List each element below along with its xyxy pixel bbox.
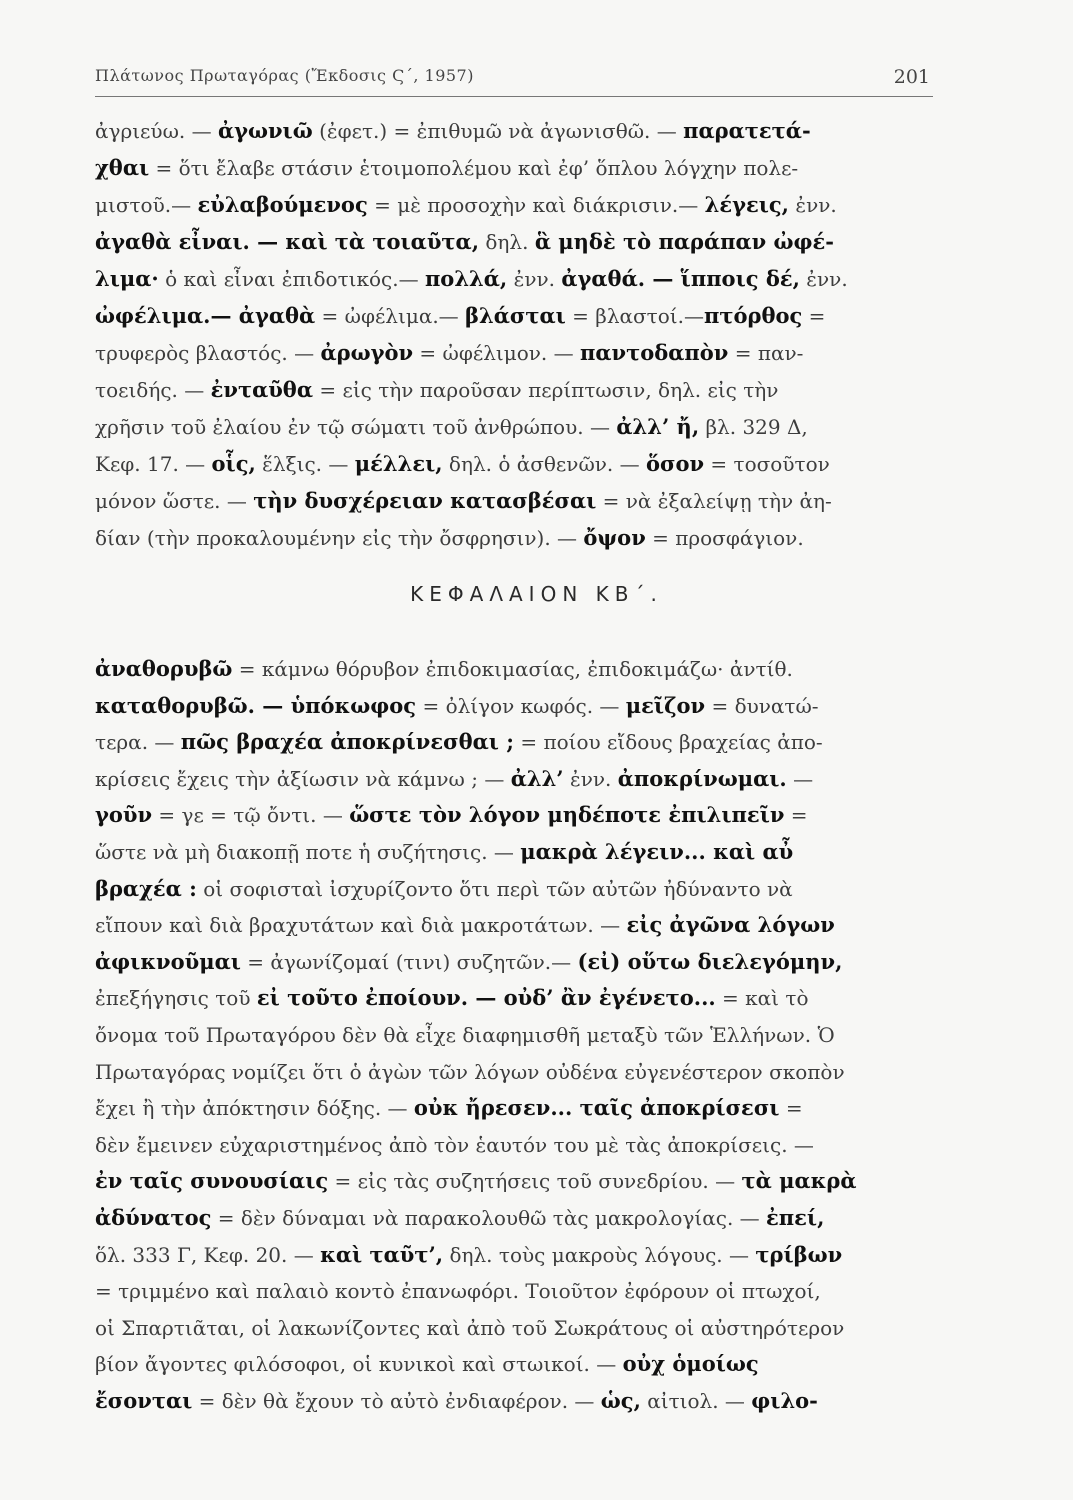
gloss-text: ὅλ. 333 Γ, Κεφ. 20. —: [95, 1242, 321, 1267]
text-line: [95, 371, 933, 408]
lemma-term: χθαι: [95, 155, 150, 180]
lemma-term: ἀρωγὸν: [320, 340, 414, 365]
gloss-text: = ὠφέλιμον. —: [413, 341, 580, 365]
lemma-term: ὡς,: [600, 1387, 641, 1413]
glossary-block-1: [95, 112, 933, 556]
lemma-term: καταθορυβῶ. — ὑπόκωφος: [95, 692, 417, 718]
text-line: [95, 797, 933, 834]
text-line: [95, 1346, 933, 1383]
text-line: [95, 297, 933, 334]
text-line: [95, 1310, 933, 1347]
text-line: [95, 149, 933, 186]
gloss-text: = κάμνω θόρυβον ἐπιδοκιμασίας, ἐπιδοκιμάζω· ἀντίθ.: [232, 657, 793, 681]
lemma-term: γοῦν: [95, 802, 153, 828]
text-line: [95, 1090, 933, 1127]
gloss-text: Πρωταγόρας νομίζει ὅτι ὁ ἀγὼν τῶν λόγων οὐδένα εὐγενέστερον σκοπὸν: [95, 1059, 845, 1084]
gloss-text: = προσφάγιον.: [645, 526, 804, 550]
lemma-term: ἀποκρίνωμαι.: [617, 765, 787, 791]
gloss-text: =: [779, 1096, 803, 1121]
gloss-text: = δυνατώ-: [705, 693, 819, 718]
gloss-text: = δὲν θὰ ἔχουν τὸ αὐτὸ ἐνδιαφέρον. —: [192, 1388, 601, 1413]
gloss-text: =: [784, 803, 808, 828]
lemma-term: ἀδύνατος: [95, 1204, 212, 1230]
text-line: [95, 724, 933, 761]
gloss-text: κρίσεις ἔχεις τὴν ἀξίωσιν νὰ κάμνω ; —: [95, 766, 511, 791]
gloss-text: = βλαστοί.—: [565, 304, 704, 328]
lemma-term: ἐν ταῖς συνουσίαις: [95, 1168, 329, 1194]
text-line: [95, 1127, 933, 1164]
gloss-text: τερα. —: [95, 730, 181, 755]
lemma-term: οὐκ ἤρεσεν... ταῖς ἀποκρίσεσι: [413, 1095, 780, 1121]
gloss-text: μιστοῦ.—: [95, 193, 198, 217]
gloss-text: = ἀγωνίζομαί (τινι) συζητῶν.—: [240, 949, 578, 974]
lemma-term: παρατετά-: [683, 118, 811, 143]
gloss-text: ὄνομα τοῦ Πρωταγόρου δὲν θὰ εἶχε διαφημισθῆ μεταξὺ τῶν Ἑλλήνων. Ὁ: [95, 1022, 835, 1047]
lemma-term: εἰ τοῦτο ἐποίουν. — οὐδ’ ἂν ἐγένετο...: [256, 985, 716, 1011]
lemma-term: καὶ ταῦτ’,: [320, 1241, 444, 1267]
gloss-text: = δὲν δύναμαι νὰ παρακολουθῶ τὰς μακρολογίας. —: [211, 1205, 767, 1230]
gloss-text: = τοσοῦτον: [704, 452, 830, 476]
lemma-term: ἀφικνοῦμαι: [95, 948, 241, 974]
gloss-text: δηλ.: [479, 230, 535, 254]
gloss-text: —: [786, 766, 814, 791]
gloss-text: ἐνν.: [799, 267, 848, 291]
lemma-term: ἀναθορυβῶ: [95, 656, 233, 681]
text-line: [95, 334, 933, 371]
gloss-text: τρυφερὸς βλαστός. —: [95, 341, 321, 365]
lemma-term: ἃ μηδὲ τὸ παράπαν ὠφέ-: [534, 229, 835, 254]
lemma-term: βλάσται: [465, 303, 566, 328]
text-line: [95, 112, 933, 149]
text-line: [95, 1273, 933, 1310]
gloss-text: βίον ἄγοντες φιλόσοφοι, οἱ κυνικοὶ καὶ στωικοί. —: [95, 1352, 623, 1377]
lemma-term: ἀλλ’ ἤ,: [616, 414, 700, 439]
lemma-term: ὄψον: [583, 525, 646, 550]
gloss-text: εἴπουν καὶ διὰ βραχυτάτων καὶ διὰ μακροτάτων. —: [95, 913, 627, 938]
lemma-term: εὐλαβούμενος: [197, 192, 368, 217]
gloss-text: = εἰς τὰς συζητήσεις τοῦ συνεδρίου. —: [328, 1169, 742, 1194]
lemma-term: λιμα·: [95, 266, 159, 291]
gloss-text: ἕλξις. —: [255, 452, 355, 476]
gloss-text: = καὶ τὸ: [715, 986, 809, 1011]
text-line: [95, 871, 933, 908]
chapter-heading: ΚΕΦΑΛΑΙΟΝ ΚΒ΄.: [410, 582, 663, 606]
lemma-term: τὴν δυσχέρειαν κατασβέσαι: [253, 488, 597, 513]
gloss-text: οἱ σοφισταὶ ἰσχυρίζοντο ὅτι περὶ τῶν αὐτῶν ἠδύναντο νὰ: [196, 876, 793, 901]
gloss-text: οἱ Σπαρτιᾶται, οἱ λακωνίζοντες καὶ ἀπὸ τοῦ Σωκράτους οἱ αὐστηρότερον: [95, 1315, 845, 1340]
gloss-text: δὲν ἔμεινεν εὐχαριστημένος ἀπὸ τὸν ἑαυτόν του μὲ τὰς ἀποκρίσεις. —: [95, 1132, 814, 1157]
text-line: [95, 688, 933, 725]
gloss-text: χρῆσιν τοῦ ἐλαίου ἐν τῷ σώματι τοῦ ἀνθρώπου. —: [95, 415, 617, 439]
gloss-text: μόνον ὥστε. —: [95, 489, 254, 513]
gloss-text: = τριμμένο καὶ παλαιὸ κοντὸ ἐπανωφόρι. Τοιοῦτον ἐφόρουν οἱ πτωχοί,: [95, 1279, 821, 1304]
gloss-text: (ἐφετ.) = ἐπιθυμῶ νὰ ἀγωνισθῶ. —: [312, 119, 684, 143]
text-line: [95, 186, 933, 223]
gloss-text: = παν-: [728, 341, 804, 365]
lemma-term: ἀγαθά. — ἵπποις δέ,: [561, 266, 800, 291]
lemma-term: οἷς,: [211, 451, 256, 476]
lemma-term: ὠφέλιμα.— ἀγαθὰ: [95, 303, 316, 328]
text-line: [95, 223, 933, 260]
lemma-term: μέλλει,: [354, 451, 443, 476]
lemma-term: λέγεις,: [704, 192, 789, 217]
gloss-text: ὥστε νὰ μὴ διακοπῇ ποτε ἡ συζήτησις. —: [95, 839, 521, 864]
gloss-text: δηλ. ὁ ἀσθενῶν. —: [442, 452, 646, 476]
lemma-term: ἐπεί,: [766, 1204, 825, 1230]
lemma-term: ἔσονται: [95, 1387, 193, 1413]
gloss-text: ἔχει ἢ τὴν ἀπόκτησιν δόξης. —: [95, 1096, 414, 1121]
lemma-term: παντοδαπὸν: [579, 340, 729, 365]
gloss-text: = νὰ ἐξαλείψῃ τὴν ἀη-: [596, 489, 832, 513]
gloss-text: =: [802, 304, 826, 328]
text-line: [95, 1383, 933, 1420]
lemma-term: πτόρθος: [704, 303, 803, 328]
lemma-term: τρίβων: [755, 1241, 843, 1267]
gloss-text: βλ. 329 Δ,: [699, 415, 808, 439]
lemma-term: ἀλλ’: [510, 765, 564, 791]
text-line: [95, 445, 933, 482]
text-line: [95, 1054, 933, 1091]
text-line: [95, 907, 933, 944]
gloss-text: δηλ. τοὺς μακροὺς λόγους. —: [443, 1242, 756, 1267]
gloss-text: δίαν (τὴν προκαλουμένην εἰς τὴν ὄσφρησιν). —: [95, 526, 584, 550]
text-line: [95, 761, 933, 798]
gloss-text: αἰτιολ. —: [640, 1388, 752, 1413]
lemma-term: (εἰ) οὕτω διελεγόμην,: [577, 948, 843, 974]
gloss-text: ἀγριεύω. —: [95, 119, 218, 143]
gloss-text: = ὠφέλιμα.—: [315, 304, 466, 328]
text-line: [95, 1163, 933, 1200]
running-header: [95, 62, 933, 97]
lemma-term: οὐχ ὁμοίως: [622, 1351, 759, 1377]
text-line: [95, 519, 933, 556]
text-line: [95, 260, 933, 297]
gloss-text: ἐνν.: [507, 267, 562, 291]
text-line: [95, 834, 933, 871]
lemma-term: ἀγωνιῶ: [217, 118, 313, 143]
text-line: [95, 944, 933, 981]
gloss-text: = ποίου εἴδους βραχείας ἀπο-: [513, 730, 823, 755]
lemma-term: εἰς ἀγῶνα λόγων: [626, 912, 835, 938]
page-number: 201: [893, 66, 930, 88]
lemma-term: ὥστε τὸν λόγον μηδέποτε ἐπιλιπεῖν: [349, 802, 785, 828]
text-line: [95, 651, 933, 688]
lemma-term: τὰ μακρὰ: [741, 1168, 857, 1194]
text-line: [95, 482, 933, 519]
gloss-text: ἐνν.: [563, 766, 618, 791]
lemma-term: ἐνταῦθα: [210, 377, 313, 402]
lemma-term: ἀγαθὰ εἶναι. — καὶ τὰ τοιαῦτα,: [95, 229, 480, 254]
gloss-text: = εἰς τὴν παροῦσαν περίπτωσιν, δηλ. εἰς τὴν: [312, 378, 779, 402]
lemma-term: ὅσον: [646, 451, 705, 476]
lemma-term: φιλο-: [751, 1387, 818, 1413]
lemma-term: μακρὰ λέγειν... καὶ αὖ: [520, 838, 794, 864]
gloss-text: ἐπεξήγησις τοῦ: [95, 986, 257, 1011]
gloss-text: = γε = τῷ ὄντι. —: [152, 803, 350, 828]
text-line: [95, 1200, 933, 1237]
glossary-block-2: [95, 651, 933, 1419]
gloss-text: = ὀλίγον κωφός. —: [416, 693, 626, 718]
lemma-term: μεῖζον: [625, 692, 706, 718]
text-line: [95, 1237, 933, 1274]
gloss-text: ἐνν.: [789, 193, 837, 217]
lemma-term: πολλά,: [424, 266, 508, 291]
text-line: [95, 980, 933, 1017]
text-line: [95, 1017, 933, 1054]
header-title: Πλάτωνος Πρωταγόρας (Ἔκδοσις Ϛ΄, 1957): [95, 66, 474, 85]
gloss-text: Κεφ. 17. —: [95, 452, 212, 476]
text-line: [95, 408, 933, 445]
gloss-text: = μὲ προσοχὴν καὶ διάκρισιν.—: [367, 193, 705, 217]
gloss-text: = ὅτι ἔλαβε στάσιν ἑτοιμοπολέμου καὶ ἐφ’ ὅπλου λόγχην πολε-: [149, 156, 799, 180]
lemma-term: πῶς βραχέα ἀποκρίνεσθαι ;: [180, 729, 514, 755]
gloss-text: ὁ καὶ εἶναι ἐπιδοτικός.—: [158, 267, 425, 291]
gloss-text: τοειδής. —: [95, 378, 211, 402]
lemma-term: βραχέα :: [95, 875, 197, 901]
